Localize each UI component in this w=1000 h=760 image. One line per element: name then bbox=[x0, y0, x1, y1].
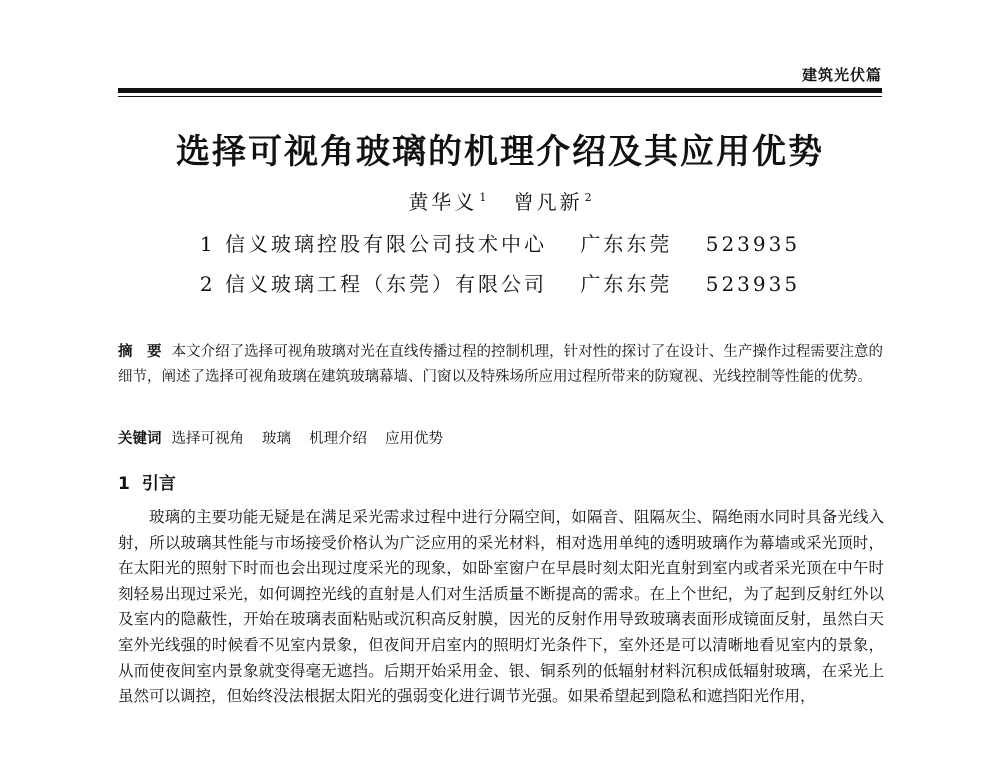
author-name: 曾凡新 bbox=[513, 190, 583, 214]
author-1 bbox=[408, 190, 504, 214]
keyword: 机理介绍 bbox=[309, 431, 367, 447]
author-name: 黄华义 bbox=[408, 190, 478, 214]
keyword: 选择可视角 bbox=[171, 431, 244, 447]
section-title: 引言 bbox=[141, 474, 176, 494]
author-affiliation-mark: 1 bbox=[479, 191, 487, 205]
body-paragraph: 玻璃的主要功能无疑是在满足采光需求过程中进行分隔空间，如隔音、阻隔灰尘、隔绝雨水同时具备光线入射，所以玻璃其性能与市场接受价格认为广泛应用的采光材料，相对选用单纯的透明玻璃作为幕墙或采光顶时，在太阳光的照射下时而也会出现过度采光的现象，如卧室窗户在早晨时刻太阳光直射到室内或者采光顶在中午时刻轻易出现过采光，如何调控光线的直射是人们对生活质量不断提高的需求。在上个世纪，为了起到反射红外以及室内的隐蔽性，开始在玻璃表面粘贴或沉积高反射膜，因光的反射作用导致玻璃表面形成镜面反射，虽然白天室外光线强的时候看不见室内景象，但夜间开启室内的照明灯光条件下，室外还是可以清晰地看见室内的景象，从而使夜间室内景象就变得毫无遮挡。后期开始采用金、银、铜系列的低辐射材料沉积成低辐射玻璃，在采光上虽然可以调控，但始终没法根据太阳光的强弱变化进行调节光强。如果希望起到隐私和遮挡阳光作用， bbox=[118, 508, 884, 706]
section-number: 1 bbox=[118, 474, 130, 494]
affiliation-org: 1 信义玻璃控股有限公司技术中心 bbox=[199, 232, 547, 256]
header-rule-thick bbox=[118, 88, 882, 93]
affiliation-org: 2 信义玻璃工程（东莞）有限公司 bbox=[199, 272, 547, 296]
author-line bbox=[0, 186, 1000, 215]
abstract bbox=[118, 340, 883, 390]
keyword: 玻璃 bbox=[262, 431, 291, 447]
author-2 bbox=[514, 190, 592, 214]
keywords bbox=[118, 427, 883, 452]
affiliation-postcode: 523935 bbox=[705, 272, 801, 296]
header-rule-thin bbox=[118, 96, 882, 97]
paper-title: 选择可视角玻璃的机理介绍及其应用优势 bbox=[176, 132, 824, 172]
affiliation-1 bbox=[0, 228, 1000, 257]
author-affiliation-mark: 2 bbox=[584, 191, 592, 205]
section-heading bbox=[118, 469, 176, 494]
keyword: 应用优势 bbox=[385, 431, 443, 447]
keywords-label: 关键词 bbox=[118, 431, 162, 447]
affiliation-postcode: 523935 bbox=[705, 232, 801, 256]
running-head: 建筑光伏篇 bbox=[801, 66, 882, 84]
affiliation-place: 广东东莞 bbox=[580, 232, 673, 256]
abstract-label: 摘 要 bbox=[118, 344, 162, 360]
abstract-text: 本文介绍了选择可视角玻璃对光在直线传播过程的控制机理，针对性的探讨了在设计、生产操作过程需要注意的细节，阐述了选择可视角玻璃在建筑玻璃幕墙、门窗以及特殊场所应用过程所带来的防窥视、光线控制等性能的优势。 bbox=[118, 344, 883, 385]
affiliation-place: 广东东莞 bbox=[580, 272, 673, 296]
affiliation-2 bbox=[0, 268, 1000, 297]
